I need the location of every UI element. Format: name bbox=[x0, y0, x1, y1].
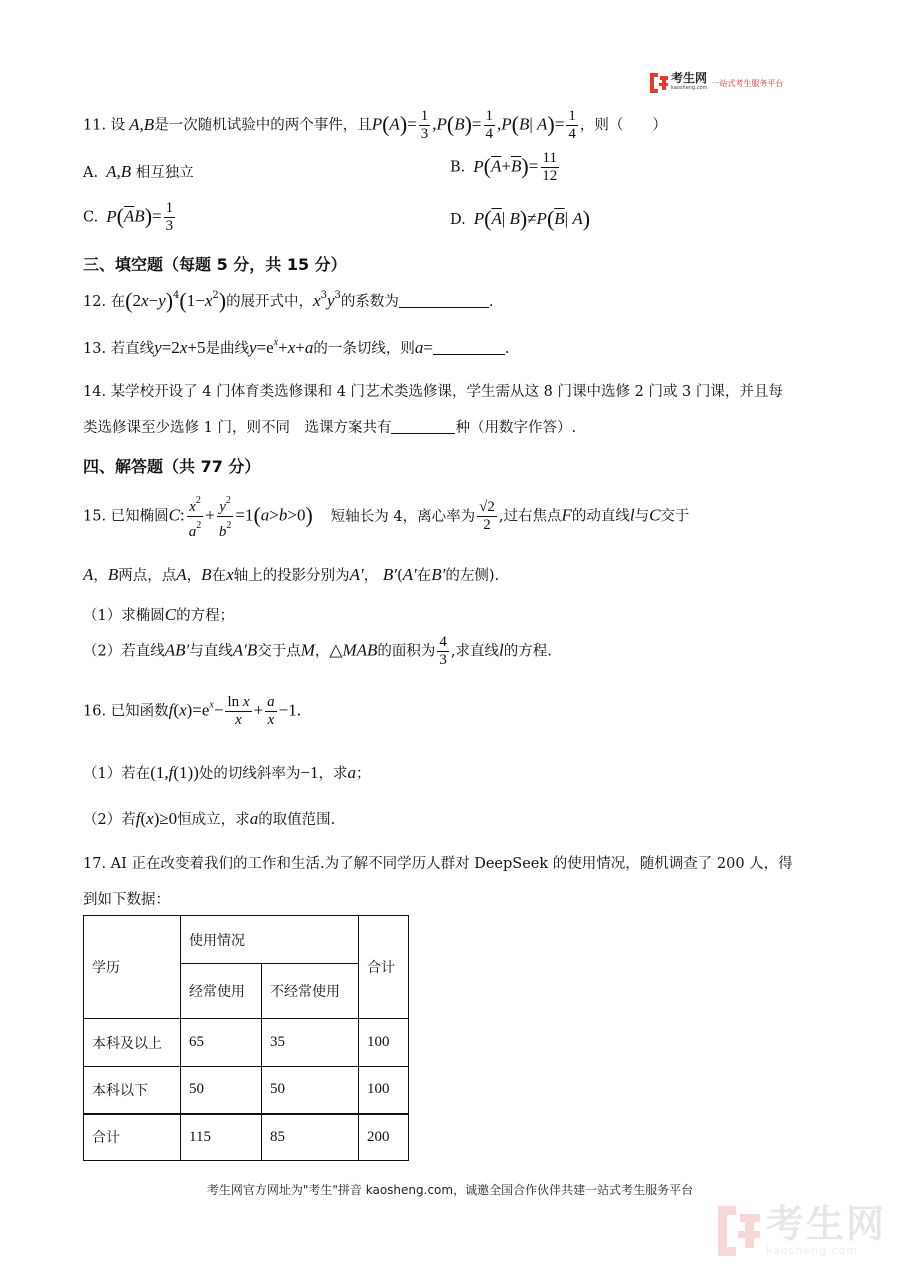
question-16-part-2: （2）若f(x)≥0恒成立，求a的取值范围. bbox=[83, 809, 336, 828]
question-17-line-1: 17. AI 正在改变着我们的工作和生活.为了解不同学历人群对 DeepSeek 的使用情况，随机调查了 200 人，得 bbox=[83, 856, 793, 872]
section-3-title: 三、填空题（每题 5 分，共 15 分） bbox=[83, 255, 347, 274]
cell-total: 100 bbox=[359, 1019, 409, 1067]
q11-option-c: C. $P(\overline{A}B)=$ $\frac{1}{3}$ bbox=[83, 200, 174, 234]
header-not-often: 不经常使用 bbox=[262, 964, 359, 1019]
watermark-domain: kaosheng.com bbox=[766, 1244, 859, 1257]
question-11-stem: 11. 设 A,B是一次随机试验中的两个事件，且P(A)= $\frac{1}{3}$ ,P(B)= $\frac{1}{4}$ ,P(B| A)= $\frac{1}{4}$ ，则（ ） bbox=[83, 108, 667, 142]
cell-often: 50 bbox=[181, 1067, 262, 1114]
header-total: 合计 bbox=[359, 916, 409, 1019]
header-slogan: 一站式考生服务平台 bbox=[711, 78, 784, 88]
row-label: 合计 bbox=[84, 1114, 181, 1161]
logo-mark-icon bbox=[650, 73, 668, 93]
question-16: 16. 已知函数$f(x)=e^x-$ $\frac{\text{ln x}}{x}$ + $\frac{a}{x}$ −1. bbox=[83, 694, 301, 728]
cell-total: 200 bbox=[359, 1114, 409, 1161]
q11-option-a: A. A,B 相互独立 bbox=[83, 162, 194, 181]
question-13: 13. 若直线y=2x+5是曲线$y=e^x+x+a$的一条切线，则a= . bbox=[83, 337, 510, 357]
logo-brand: 考生网 bbox=[671, 71, 708, 85]
header-usage: 使用情况 bbox=[181, 916, 359, 964]
table-row bbox=[84, 1067, 409, 1114]
question-14-line-1: 14. 某学校开设了 4 门体育类选修课和 4 门艺术类选修课，学生需从这 8 门课中选修 2 门或 3 门课，并且每 bbox=[83, 384, 783, 400]
question-14-line-2: 类选修课至少选修 1 门，则不同 选课方案共有 种（用数字作答）. bbox=[83, 420, 577, 436]
cell-often: 115 bbox=[181, 1114, 262, 1161]
question-15-part-1: （1）求椭圆C的方程； bbox=[83, 605, 235, 624]
question-15-line-1: 15. 已知椭圆C: $\frac{x^2}{a^2}$ + $\frac{y^2}{b^2}$ =1(a>b>0) 短轴长为 4，离心率为 $\frac{√2}{2}$ ,过右焦点F的动直线l与C交于 bbox=[83, 492, 689, 541]
question-12: 12. 在$(2x-y)^4(1-x^2)$的展开式中，$x^3y^3$的系数为 . bbox=[83, 288, 494, 313]
watermark-brand: 考生网 bbox=[766, 1202, 887, 1246]
cell-not-often: 50 bbox=[262, 1067, 359, 1114]
row-label: 本科以下 bbox=[84, 1067, 181, 1114]
question-17-line-2: 到如下数据： bbox=[83, 892, 170, 908]
cell-not-often: 35 bbox=[262, 1019, 359, 1067]
q11-option-b: B. $P(\overline{A}+\overline{B})=$ $\frac{11}{12}$ bbox=[450, 150, 558, 184]
question-15-line-2: A，B两点，点A，B在x轴上的投影分别为A′， B′(A′在B′的左侧). bbox=[83, 565, 500, 584]
survey-table bbox=[83, 915, 409, 1161]
q14-answer-blank[interactable] bbox=[391, 419, 455, 434]
row-label: 本科及以上 bbox=[84, 1019, 181, 1067]
cell-total: 100 bbox=[359, 1067, 409, 1114]
table-row bbox=[84, 1019, 409, 1067]
cell-not-often: 85 bbox=[262, 1114, 359, 1161]
logo-domain: kaosheng.com bbox=[671, 85, 708, 91]
watermark-logo-icon bbox=[718, 1206, 760, 1256]
table-row bbox=[84, 1114, 409, 1161]
header-often: 经常使用 bbox=[181, 964, 262, 1019]
watermark bbox=[718, 1204, 886, 1257]
question-16-part-1: （1）若在(1,f(1))处的切线斜率为−1，求a； bbox=[83, 763, 371, 782]
q13-answer-blank[interactable] bbox=[433, 340, 505, 355]
q12-answer-blank[interactable] bbox=[399, 293, 489, 308]
section-4-title: 四、解答题（共 77 分） bbox=[83, 457, 261, 476]
header-education: 学历 bbox=[84, 916, 181, 1019]
page-footer: 考生网官方网址为"考生"拼音 kaosheng.com，诚邀全国合作伙伴共建一站式考生服务平台 bbox=[206, 1183, 694, 1197]
q11-option-d: D. $P(\overline{A}|$ $B)\ne P(\overline{B}|$ A) bbox=[450, 206, 591, 231]
header-logo bbox=[650, 73, 783, 93]
cell-often: 65 bbox=[181, 1019, 262, 1067]
question-15-part-2: （2）若直线AB′与直线A′B交于点M，△MAB的面积为 $\frac{4}{3}$ ,求直线l的方程. bbox=[83, 634, 552, 668]
